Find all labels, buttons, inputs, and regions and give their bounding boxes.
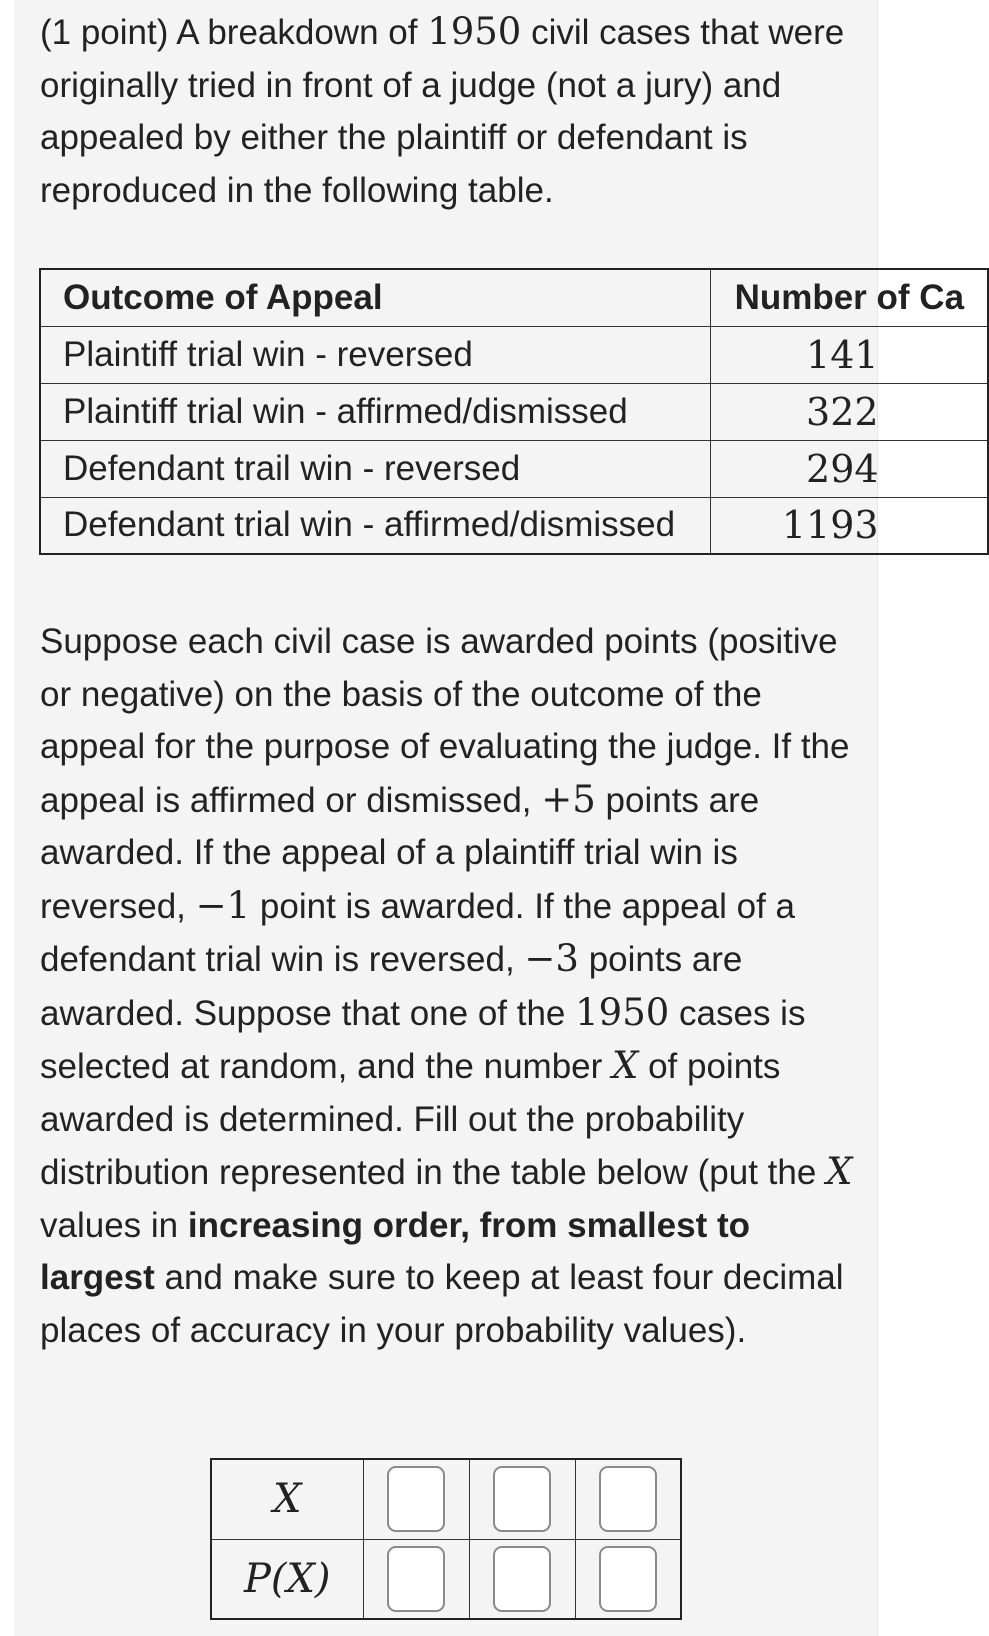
- question-text: points are awarded. Suppose that one of the: [40, 940, 743, 1033]
- table-header-row: [40, 269, 988, 326]
- px-value-input-3[interactable]: [599, 1546, 657, 1612]
- points-defendant-reversed: −3: [524, 937, 579, 980]
- question-text: values in: [40, 1205, 188, 1245]
- table-row: [40, 497, 988, 554]
- x-value-input-1[interactable]: [387, 1466, 445, 1532]
- header-count: Number of Ca: [710, 269, 988, 326]
- x-cell: [469, 1459, 575, 1539]
- px-cell: [575, 1539, 681, 1619]
- x-cell: [363, 1459, 469, 1539]
- count-value: 141: [806, 332, 879, 377]
- x-value-input-3[interactable]: [599, 1466, 657, 1532]
- table-row: [40, 383, 988, 440]
- px-value-input-2[interactable]: [493, 1546, 551, 1612]
- variable-x: X: [612, 1044, 639, 1087]
- intro-text-start: (1 point) A breakdown of: [40, 13, 428, 52]
- question-text: points are awarded. If the appeal of a plaintiff trial win is reversed,: [40, 780, 760, 926]
- question-text: cases is selected at random, and the number: [40, 993, 806, 1086]
- points-affirmed: +5: [541, 777, 596, 821]
- question-text: and make sure to keep at least four decimal places of accuracy in your probability values).: [40, 1258, 844, 1350]
- emphasis-text: increasing order, from smallest to largest: [40, 1205, 750, 1297]
- x-value-input-2[interactable]: [493, 1466, 551, 1532]
- count-cell: [710, 326, 988, 383]
- px-value-input-1[interactable]: [387, 1546, 445, 1612]
- px-cell: [363, 1539, 469, 1619]
- total-cases-number: 1950: [575, 990, 670, 1034]
- count-cell: [710, 383, 988, 440]
- x-row: [211, 1459, 681, 1539]
- question-text: Suppose each civil case is awarded points (positive or negative) on the basis of the outcome of the appeal for the purpose of evaluating the judge. If the appeal is affirmed or dismissed,: [40, 622, 850, 820]
- outcome-cell: Plaintiff trial win - reversed: [40, 326, 710, 383]
- count-cell: [710, 497, 988, 554]
- outcome-table: [39, 268, 989, 555]
- intro-paragraph: [40, 6, 860, 217]
- outcome-cell: Defendant trail win - reversed: [40, 440, 710, 497]
- question-paragraph: [40, 616, 865, 1357]
- px-label: P(X): [211, 1539, 363, 1619]
- x-cell: [575, 1459, 681, 1539]
- table-row: [40, 440, 988, 497]
- x-label: X: [211, 1459, 363, 1539]
- distribution-table: [210, 1458, 682, 1620]
- variable-x: X: [826, 1150, 853, 1193]
- total-cases-number: 1950: [427, 10, 522, 53]
- count-value: 322: [806, 389, 879, 434]
- intro-text-end: civil cases that were originally tried in front of a judge (not a jury) and appealed by either the plaintiff or defendant is reproduced in the following table.: [40, 13, 845, 210]
- header-outcome: Outcome of Appeal: [40, 269, 710, 326]
- table-row: [40, 326, 988, 383]
- points-plaintiff-reversed: −1: [195, 883, 251, 927]
- px-row: [211, 1539, 681, 1619]
- outcome-cell: Plaintiff trial win - affirmed/dismissed: [40, 383, 710, 440]
- outcome-cell: Defendant trial win - affirmed/dismissed: [40, 497, 710, 554]
- question-text: point is awarded. If the appeal of a defendant trial win is reversed,: [40, 886, 795, 979]
- count-cell: [710, 440, 988, 497]
- count-value: 1193: [781, 503, 879, 548]
- question-text: of points awarded is determined. Fill out the probability distribution represented in the table below (put the: [40, 1047, 827, 1192]
- px-cell: [469, 1539, 575, 1619]
- count-value: 294: [806, 446, 879, 491]
